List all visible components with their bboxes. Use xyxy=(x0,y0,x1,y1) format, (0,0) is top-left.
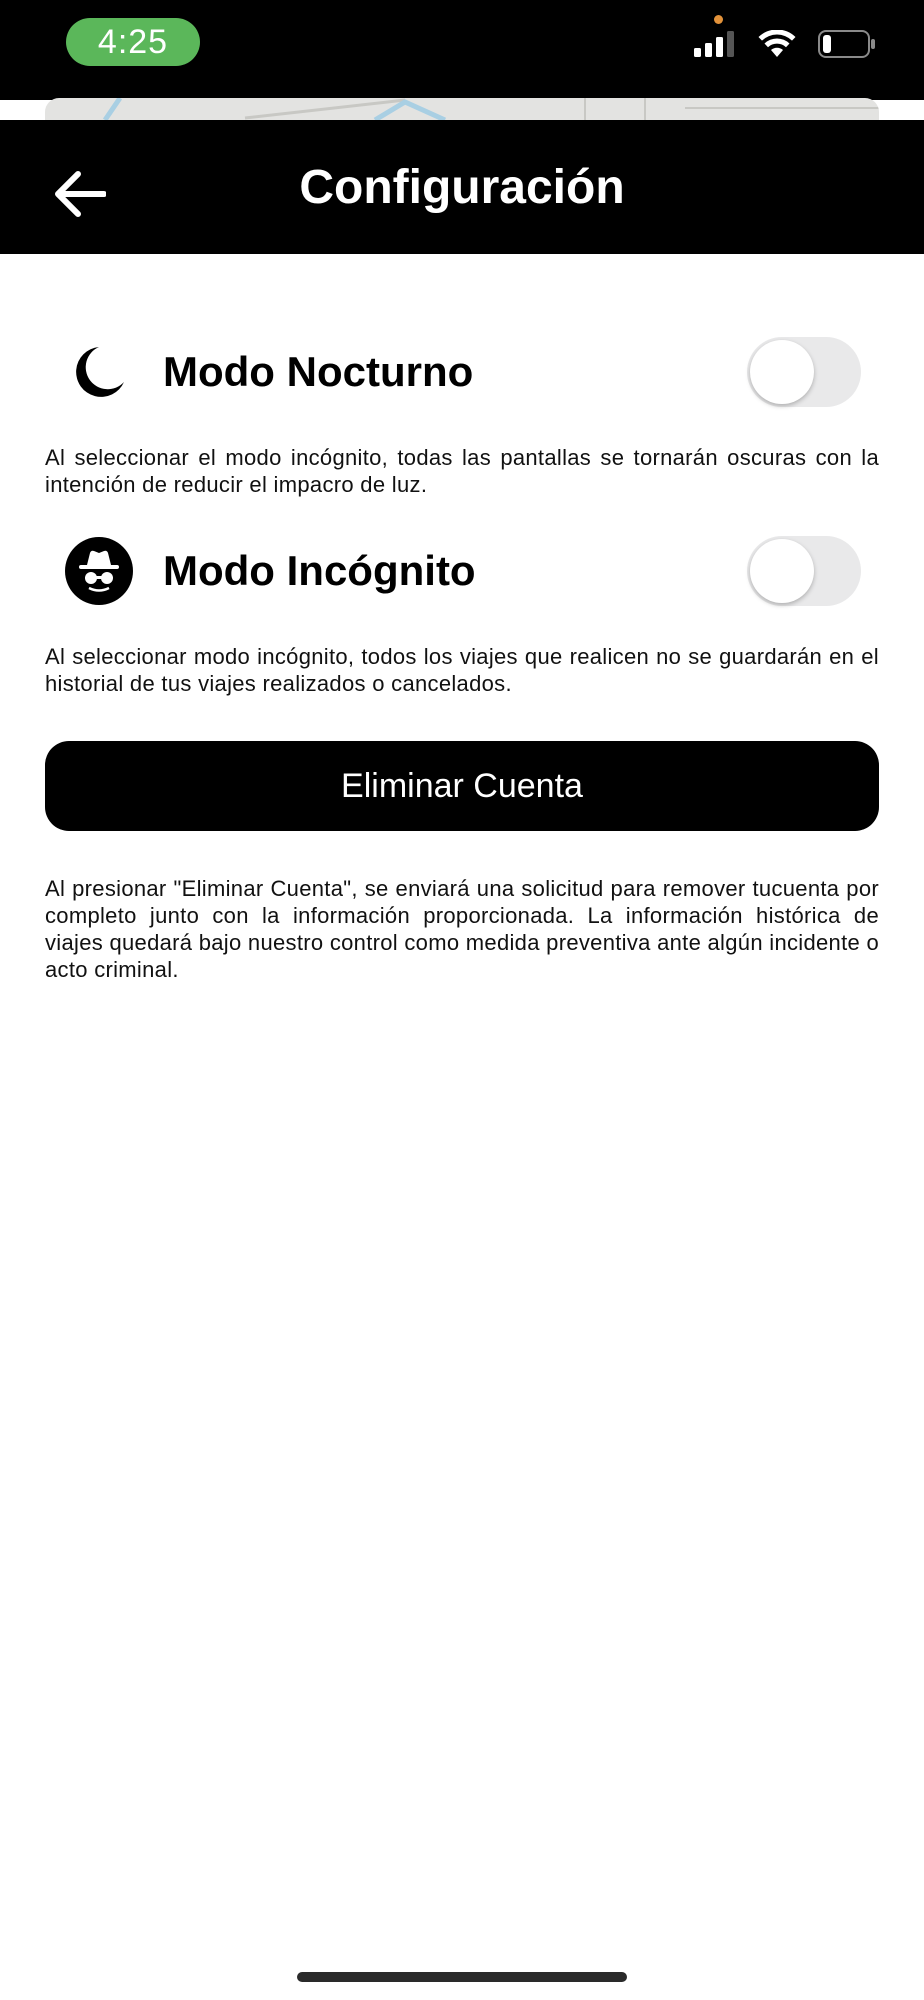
header-bar xyxy=(0,120,924,254)
night-mode-label: Modo Nocturno xyxy=(163,348,474,395)
night-mode-toggle[interactable] xyxy=(747,337,861,407)
battery-icon xyxy=(818,30,876,63)
toggle-knob xyxy=(750,539,814,603)
delete-account-note: Al presionar "Eliminar Cuenta", se enviará una solicitud para remover tucuenta por completo junto con la información proporcionada. La información histórica de viajes quedará bajo nuestro control como medida preventiva ante algún incidente o acto criminal. xyxy=(45,876,879,982)
moon-icon xyxy=(65,338,133,406)
setting-row-incognito-mode xyxy=(45,531,879,611)
privacy-indicator-dot xyxy=(714,15,723,24)
incognito-mode-description: Al seleccionar modo incógnito, todos los viajes que realicen no se guardarán en el historial de tus viajes realizados o cancelados. xyxy=(45,644,879,696)
night-mode-description: Al seleccionar el modo incógnito, todas las pantallas se tornarán oscuras con la intención de reducir el impacro de luz. xyxy=(45,445,879,497)
incognito-mode-toggle[interactable] xyxy=(747,536,861,606)
status-icons xyxy=(694,30,876,63)
delete-account-button[interactable]: Eliminar Cuenta xyxy=(45,741,879,831)
background-map-peek xyxy=(45,98,879,120)
page-title: Configuración xyxy=(299,161,625,214)
home-indicator[interactable] xyxy=(297,1972,627,1982)
status-time: 4:25 xyxy=(66,18,200,66)
setting-row-night-mode xyxy=(45,332,879,412)
cellular-signal-icon xyxy=(694,31,736,62)
incognito-icon xyxy=(65,537,133,605)
toggle-knob xyxy=(750,340,814,404)
status-bar xyxy=(0,0,924,100)
wifi-icon xyxy=(758,30,796,63)
incognito-mode-label: Modo Incógnito xyxy=(163,547,476,594)
